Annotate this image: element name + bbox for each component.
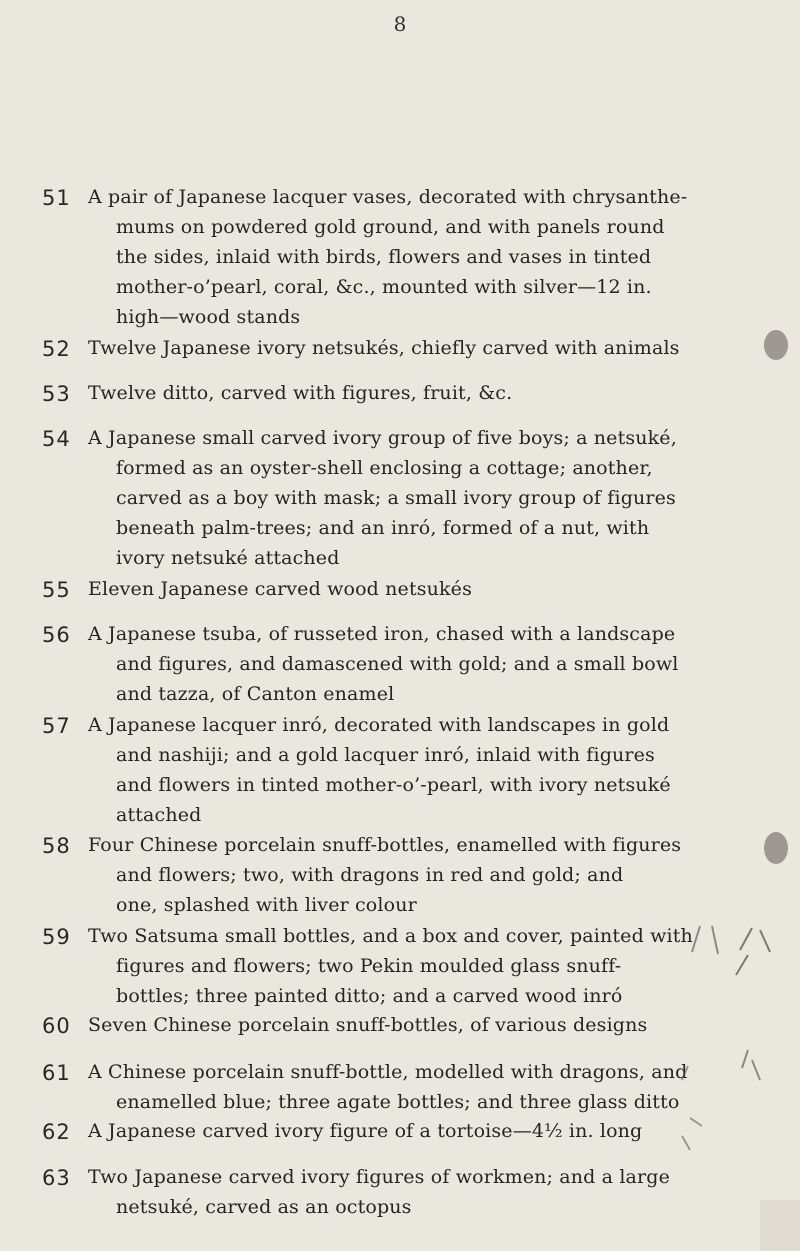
lot-number: 62 — [42, 1120, 71, 1144]
lot-description-line: A Japanese tsuba, of russeted iron, chased with a landscape — [88, 623, 676, 645]
lot-description-line: and figures, and damascened with gold; and a small bowl — [116, 653, 679, 675]
lot-number: 61 — [42, 1061, 71, 1085]
lot-number: 57 — [42, 714, 71, 738]
page-number: 8 — [393, 12, 407, 36]
lot-description-line: enamelled blue; three agate bottles; and three glass ditto — [116, 1091, 680, 1113]
paper-shadow — [760, 1200, 800, 1251]
lot-description-line: and flowers in tinted mother-o’-pearl, with ivory netsuké — [116, 774, 671, 796]
lot-description-line: formed as an oyster-shell enclosing a cottage; another, — [116, 457, 653, 479]
lot-number: 59 — [42, 925, 71, 949]
lot-description-line: the sides, inlaid with birds, flowers and vases in tinted — [116, 246, 652, 268]
pencil-mark — [736, 928, 770, 975]
lot-number: 51 — [42, 186, 71, 210]
lot-description-line: one, splashed with liver colour — [116, 894, 417, 916]
ink-blot — [764, 832, 788, 864]
lot-description-line: and nashiji; and a gold lacquer inró, inlaid with figures — [116, 744, 655, 766]
lot-description-line: attached — [116, 804, 202, 826]
lot-description-line: A Japanese lacquer inró, decorated with landscapes in gold — [88, 714, 670, 736]
lot-description-line: and flowers; two, with dragons in red and gold; and — [116, 864, 624, 886]
lot-number: 60 — [42, 1014, 71, 1038]
lot-description-line: ivory netsuké attached — [116, 547, 340, 569]
lot-description-line: and tazza, of Canton enamel — [116, 683, 395, 705]
lot-number: 52 — [42, 337, 71, 361]
lot-description-line: mother-o’pearl, coral, &c., mounted with silver—12 in. — [116, 276, 652, 298]
lot-description-line: A Chinese porcelain snuff-bottle, modelled with dragons, and — [88, 1061, 688, 1083]
lot-number: 58 — [42, 834, 71, 858]
lot-description-line: Four Chinese porcelain snuff-bottles, enamelled with figures — [88, 834, 682, 856]
lot-description-line: Seven Chinese porcelain snuff-bottles, of various designs — [88, 1014, 648, 1036]
pencil-mark — [742, 1050, 760, 1080]
lot-description-line: netsuké, carved as an octopus — [116, 1196, 412, 1218]
lot-description-line: high—wood stands — [116, 306, 301, 328]
lot-description-line: Two Satsuma small bottles, and a box and cover, painted with — [88, 925, 693, 947]
lot-number: 56 — [42, 623, 71, 647]
lot-description-line: Twelve Japanese ivory netsukés, chiefly carved with animals — [88, 337, 680, 359]
lot-description-line: A pair of Japanese lacquer vases, decorated with chrysanthe- — [88, 186, 688, 208]
lot-description-line: A Japanese small carved ivory group of five boys; a netsuké, — [88, 427, 677, 449]
lot-number: 53 — [42, 382, 71, 406]
lot-description-line: Twelve ditto, carved with figures, fruit, &c. — [88, 382, 513, 404]
lot-description-line: mums on powdered gold ground, and with panels round — [116, 216, 665, 238]
lot-description-line: A Japanese carved ivory figure of a tortoise—4½ in. long — [88, 1120, 643, 1142]
ink-blot — [764, 330, 788, 360]
lot-number: 55 — [42, 578, 71, 602]
lot-number: 63 — [42, 1166, 71, 1190]
lot-description-line: figures and flowers; two Pekin moulded glass snuff- — [116, 955, 622, 977]
lot-description-line: carved as a boy with mask; a small ivory group of figures — [116, 487, 676, 509]
lot-description-line: Two Japanese carved ivory figures of workmen; and a large — [88, 1166, 670, 1188]
lot-number: 54 — [42, 427, 71, 451]
lot-description-line: Eleven Japanese carved wood netsukés — [88, 578, 472, 600]
lot-description-line: beneath palm-trees; and an inró, formed of a nut, with — [116, 517, 650, 539]
pencil-mark — [692, 926, 718, 954]
lot-description-line: bottles; three painted ditto; and a carved wood inró — [116, 985, 623, 1007]
